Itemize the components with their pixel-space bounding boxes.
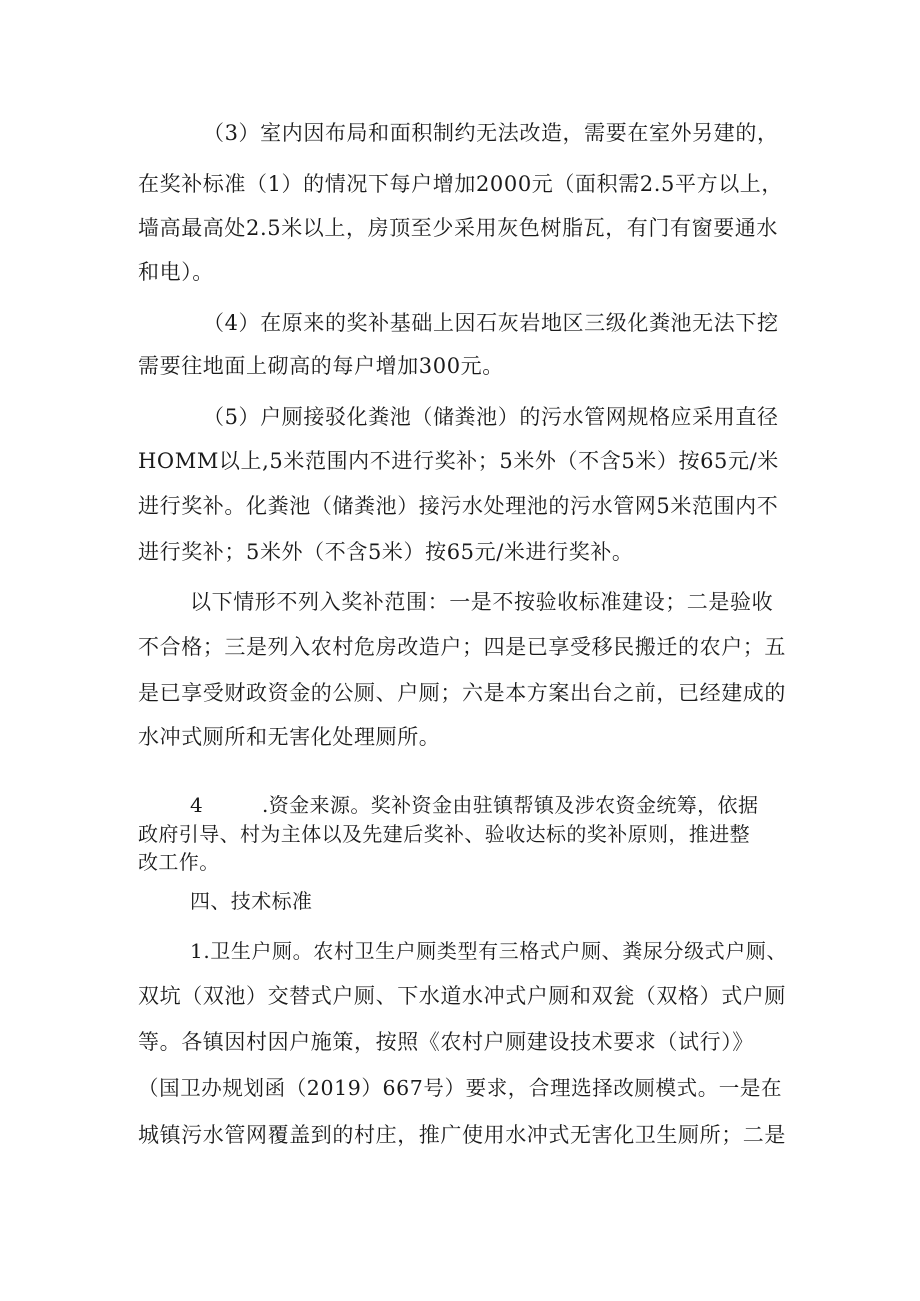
text-line: 需要往地面上砌高的每户增加300元。	[138, 354, 504, 378]
text-line: （3）室内因布局和面积制约无法改造，需要在室外另建的，	[203, 121, 779, 145]
text-line: 在奖补标准（1）的情况下每户增加2000元（面积需2.5平方以上，	[138, 172, 783, 196]
text-line: （5）户厕接驳化粪池（储粪池）的污水管网规格应采用直径	[203, 405, 779, 429]
text-line: （4）在原来的奖补基础上因石灰岩地区三级化粪池无法下挖	[203, 311, 779, 335]
text-line: （国卫办规划函（2019）667号）要求，合理选择改厕模式。一是在	[138, 1076, 783, 1100]
heading-text: 四、技术标准	[190, 889, 313, 913]
text-line	[190, 791, 758, 819]
text-line: 改工作。	[138, 850, 220, 874]
text-line: HOMM以上,5米范围内不进行奖补；5米外（不含5米）按65元/米	[138, 449, 779, 473]
text-line: 等。各镇因村因户施策，按照《农村户厕建设技术要求（试行）》	[138, 1030, 754, 1054]
text-line: 进行奖补；5米外（不含5米）按65元/米进行奖补。	[138, 540, 634, 564]
text-span: .资金来源。奖补资金由驻镇帮镇及涉农资金统筹，依据	[262, 793, 759, 817]
text-line: 1.卫生户厕。农村卫生户厕类型有三格式户厕、粪尿分级式户厕、	[190, 939, 788, 963]
text-line: 墙高最高处2.5米以上，房顶至少采用灰色树脂瓦，有门有窗要通水	[138, 216, 778, 240]
section-number: 4	[190, 793, 204, 817]
text-line: 以下情形不列入奖补范围：一是不按验收标准建设；二是验收	[190, 590, 774, 614]
text-line: 城镇污水管网覆盖到的村庄，推广使用水冲式无害化卫生厕所；二是	[138, 1123, 786, 1147]
text-line: 双坑（双池）交替式户厕、下水道水冲式户厕和双瓮（双格）式户厕	[138, 984, 786, 1008]
text-line: 是已享受财政资金的公厕、户厕；六是本方案出台之前，已经建成的	[138, 681, 786, 705]
text-line: 和电）。	[138, 260, 214, 284]
text-line: 政府引导、村为主体以及先建后奖补、验收达标的奖补原则，推进整	[138, 822, 750, 846]
text-line: 不合格；三是列入农村危房改造户；四是已享受移民搬迁的农户；五	[138, 635, 786, 659]
text-line: 进行奖补。化粪池（储粪池）接污水处理池的污水管网5米范围内不	[138, 494, 779, 518]
text-line: 水冲式厕所和无害化处理厕所。	[138, 725, 441, 749]
